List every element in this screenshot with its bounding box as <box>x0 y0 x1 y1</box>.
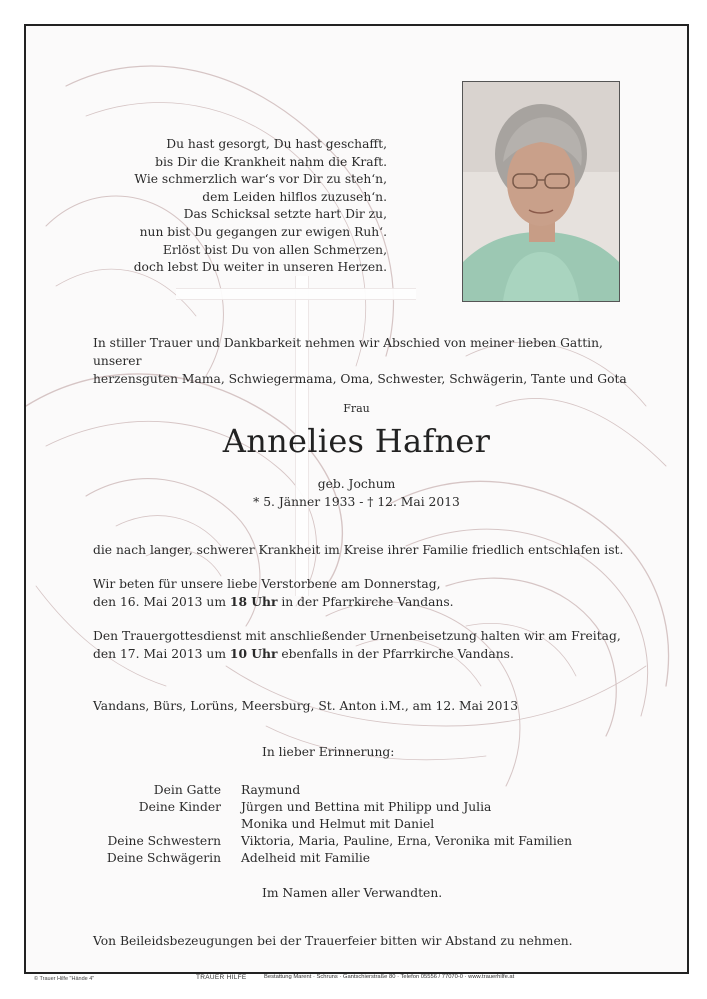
place-date: Vandans, Bürs, Lorüns, Meersburg, St. Anton i.M., am 12. Mai 2013 <box>93 699 519 713</box>
family-role: Deine Schwägerin <box>106 851 221 865</box>
family-row <box>26 833 687 850</box>
family-row <box>26 799 687 816</box>
deceased-name: Annelies Hafner <box>222 422 491 460</box>
prayer-line <box>93 593 653 611</box>
intro-line: herzensguten Mama, Schwiegermama, Oma, Schwester, Schwägerin, Tante und Gota <box>93 372 627 386</box>
family-names: Jürgen und Bettina mit Philipp und Julia <box>241 800 492 814</box>
family-names: Monika und Helmut mit Daniel <box>241 817 435 831</box>
poem-line: Du hast gesorgt, Du hast geschafft, <box>166 137 387 151</box>
passing-text: die nach langer, schwerer Krankheit im Kreise ihrer Familie friedlich entschlafen ist. <box>93 543 624 557</box>
condolence-note: Von Beileidsbezeugungen bei der Trauerfeier bitten wir Abstand zu nehmen. <box>93 934 573 948</box>
service-notice <box>93 627 653 663</box>
family-row <box>26 782 687 799</box>
poem-line: Erlöst bist Du von allen Schmerzen, <box>162 242 387 257</box>
service-time: 10 Uhr <box>229 646 278 661</box>
poem-line: bis Dir die Krankheit nahm die Kraft. <box>155 154 387 169</box>
service-place: ebenfalls in der Pfarrkirche Vandans. <box>277 647 514 661</box>
poem-line: Das Schicksal setzte hart Dir zu, <box>183 207 387 222</box>
family-row <box>26 816 687 833</box>
portrait-photo <box>462 81 620 302</box>
prayer-time: 18 Uhr <box>229 594 278 609</box>
family-role: Deine Schwestern <box>107 834 221 848</box>
family-names: Adelheid mit Familie <box>241 851 371 865</box>
intro-line: In stiller Trauer und Dankbarkeit nehmen wir Abschied von meiner lieben Gattin, unserer <box>93 336 603 368</box>
maiden-name: geb. Jochum <box>317 477 396 491</box>
obituary-card <box>24 24 689 974</box>
poem-line: dem Leiden hilflos zuzuseh‘n. <box>202 189 387 204</box>
cross-horizontal-beam <box>176 288 416 300</box>
intro-text <box>93 334 653 388</box>
brand-label: TRAUER HILFE <box>196 974 247 981</box>
poem-line: Wie schmerzlich war‘s vor Dir zu steh‘n, <box>134 172 387 187</box>
poem-line: doch lebst Du weiter in unseren Herzen. <box>133 260 387 275</box>
service-line <box>93 645 653 663</box>
service-date: den 17. Mai 2013 um <box>93 647 230 661</box>
poem-line: nun bist Du gegangen zur ewigen Ruh‘. <box>139 224 387 239</box>
service-line: Den Trauergottesdienst mit anschließender Urnenbeisetzung halten wir am Freitag, <box>93 629 621 643</box>
family-role: Dein Gatte <box>153 783 221 797</box>
birth-info <box>26 475 687 511</box>
memorial-poem <box>27 136 387 277</box>
prayer-notice <box>93 575 653 611</box>
life-dates: * 5. Jänner 1933 - † 12. Mai 2013 <box>253 495 460 509</box>
memory-heading: In lieber Erinnerung: <box>262 745 395 759</box>
portrait-illustration <box>463 82 619 301</box>
prayer-date: den 16. Mai 2013 um <box>93 595 230 609</box>
family-role: Deine Kinder <box>138 800 221 814</box>
image-credit: © Trauer Hilfe "Hände 4" <box>34 976 95 982</box>
prayer-place: in der Pfarrkirche Vandans. <box>277 595 454 609</box>
family-role <box>26 816 241 833</box>
family-row <box>26 850 687 867</box>
undertaker-info: Bestattung Marent · Schruns · Gantschierstraße 80 · Telefon 05556 / 77070-0 · www.trauerhilfe.at <box>264 974 515 980</box>
closing-line: Im Namen aller Verwandten. <box>262 886 443 900</box>
prayer-line: Wir beten für unsere liebe Verstorbene am Donnerstag, <box>93 577 441 591</box>
family-list <box>26 782 687 867</box>
family-names: Viktoria, Maria, Pauline, Erna, Veronika mit Familien <box>241 834 572 848</box>
family-names: Raymund <box>241 783 301 797</box>
honorific: Frau <box>343 402 370 415</box>
